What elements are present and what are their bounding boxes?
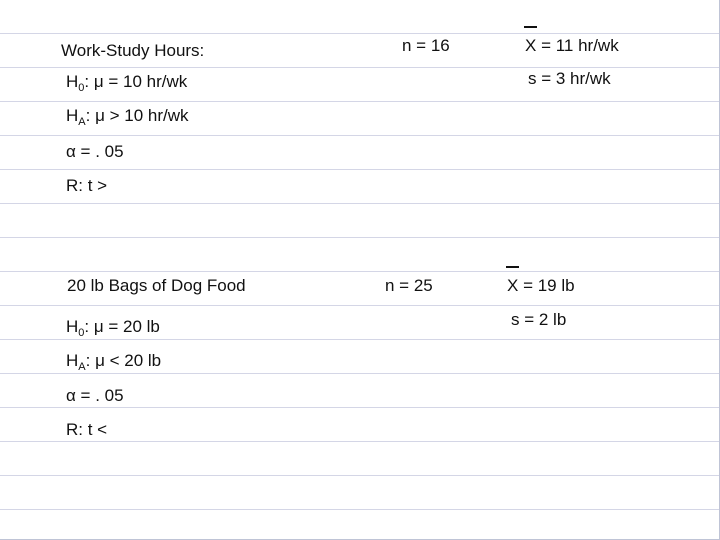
problem2-sample-size: n = 25 xyxy=(385,276,433,295)
problem2-rejection-region: R: t < xyxy=(66,420,108,439)
problem2-alpha: α = . 05 xyxy=(66,386,124,405)
h-letter: H xyxy=(66,106,79,125)
ha-statement: : μ > 10 hr/wk xyxy=(85,106,189,125)
h-letter: H xyxy=(66,72,79,91)
h-letter: H xyxy=(66,351,79,370)
problem1-sample-sd: s = 3 hr/wk xyxy=(528,69,611,88)
h-letter: H xyxy=(66,317,79,336)
xbar-symbol: X xyxy=(507,276,519,295)
problem2-alt-hypothesis xyxy=(66,351,161,371)
h0-statement: : μ = 20 lb xyxy=(84,317,160,336)
problem1-alpha: α = . 05 xyxy=(66,142,124,161)
problem1-mean-value: = 11 hr/wk xyxy=(536,36,619,55)
problem2-sample-sd: s = 2 lb xyxy=(511,310,567,329)
problem2-sample-mean xyxy=(507,276,575,296)
xbar-symbol: X xyxy=(525,36,537,55)
ha-statement: : μ < 20 lb xyxy=(85,351,162,370)
h0-statement: : μ = 10 hr/wk xyxy=(84,72,188,91)
problem1-title: Work-Study Hours: xyxy=(61,41,205,60)
problem2-title: 20 lb Bags of Dog Food xyxy=(67,276,246,295)
h-subscript: A xyxy=(78,361,86,373)
problem1-alt-hypothesis xyxy=(66,106,189,126)
h-subscript: 0 xyxy=(78,327,85,339)
problem1-null-hypothesis xyxy=(66,72,187,92)
problem1-sample-size: n = 16 xyxy=(402,36,450,55)
problem1-rejection-region: R: t > xyxy=(66,176,108,195)
problem1-sample-mean xyxy=(525,36,619,56)
problem2-null-hypothesis xyxy=(66,317,160,337)
problem2-mean-value: = 19 lb xyxy=(518,276,575,295)
h-subscript: A xyxy=(78,116,86,128)
h-subscript: 0 xyxy=(78,82,85,94)
